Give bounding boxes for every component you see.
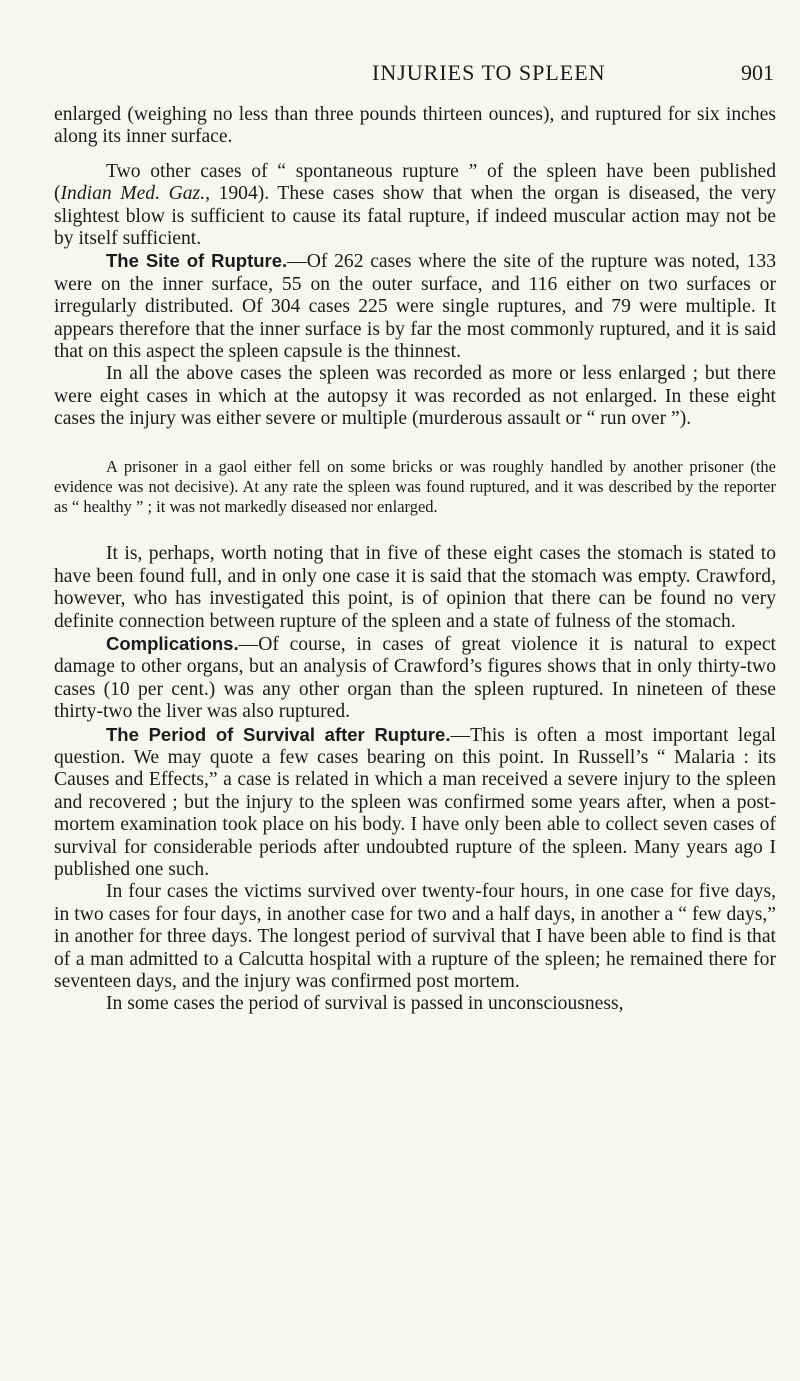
paragraph-prisoner-case: A prisoner in a gaol either fell on some bricks or was roughly handled by another prisoner (the evidence was not decisive). At any rate the spleen was found ruptured, and it was described by the reporter as “ healthy ” ; it was not markedly diseased nor enlarged.: [54, 456, 776, 517]
side-heading-survival: The Period of Survival after Rupture.: [106, 723, 451, 745]
running-title: INJURIES TO SPLEEN: [372, 60, 606, 85]
paragraph-stomach: It is, perhaps, worth noting that in five of these eight cases the stomach is stated to have been found full, and in only one case it is said that the stomach was empty. Crawford, however, who has investigated this point, is of opinion that there can be found no very definite connection between rupture of the spleen and a state of fulness of the stomach.: [54, 543, 776, 632]
paragraph-complications: Complications.—Of course, in cases of great violence it is natural to expect damage to other organs, but an analysis of Crawford’s figures shows that in only thirty-two cases (10 per cent.) was any other organ than the spleen ruptured. In nineteen of these thirty-two the liver was also ruptured.: [54, 632, 776, 723]
side-heading-site: The Site of Rupture.: [106, 250, 288, 272]
side-heading-complications: Complications.: [106, 632, 239, 654]
paragraph-survival-cases: In four cases the victims survived over twenty-four hours, in one case for five days, in two cases for four days, in another case for two and a half days, in another a “ few days,” in another for three days. The longest period of survival that I have been able to find is that of a man admitted to a Calcutta hospital with a rupture of the spleen; he remained there for seventeen days, and the injury was confirmed post mortem.: [54, 881, 776, 993]
paragraph-site-of-rupture: The Site of Rupture.—Of 262 cases where the site of the rupture was noted, 133 were on the inner surface, 55 on the outer surface, and 116 either on two surfaces or irregularly distributed. Of 304 cases 225 were single ruptures, and 79 were multiple. It appears therefore that the inner surface is by far the most commonly ruptured, and it is said that on this aspect the spleen capsule is the thinnest.: [54, 250, 776, 363]
page-number: 901: [741, 60, 774, 85]
paragraph-enlargement: In all the above cases the spleen was recorded as more or less enlarged ; but there were eight cases in which at the autopsy it was recorded as not enlarged. In these eight cases the injury was either severe or multiple (murderous assault or “ run over ”).: [54, 363, 776, 430]
paragraph-continuation: enlarged (weighing no less than three pounds thirteen ounces), and ruptured for six inches along its inner surface.: [54, 104, 776, 148]
running-header: [0, 60, 800, 90]
page-body: [54, 104, 776, 1016]
paragraph-spontaneous-rupture: Two other cases of “ spontaneous rupture ” of the spleen have been published (Indian Med. Gaz., 1904). These cases show that when the organ is diseased, the very slightest blow is sufficient to cause its fatal rupture, if indeed muscular action may not be by itself sufficient.: [54, 160, 776, 250]
paragraph-period-of-survival: The Period of Survival after Rupture.—This is often a most important legal question. We may quote a few cases bearing on this point. In Russell’s “ Malaria : its Causes and Effects,” a case is related in which a man received a severe injury to the spleen and recovered ; but the injury to the spleen was confirmed some years after, when a post-mortem examination took place on his body. I have only been able to collect seven cases of survival for considerable periods after undoubted rupture of the spleen. Many years ago I published one such.: [54, 723, 776, 880]
paragraph-unconsciousness: In some cases the period of survival is passed in unconsciousness,: [106, 993, 624, 1015]
citation: Indian Med. Gaz.,: [60, 183, 210, 205]
